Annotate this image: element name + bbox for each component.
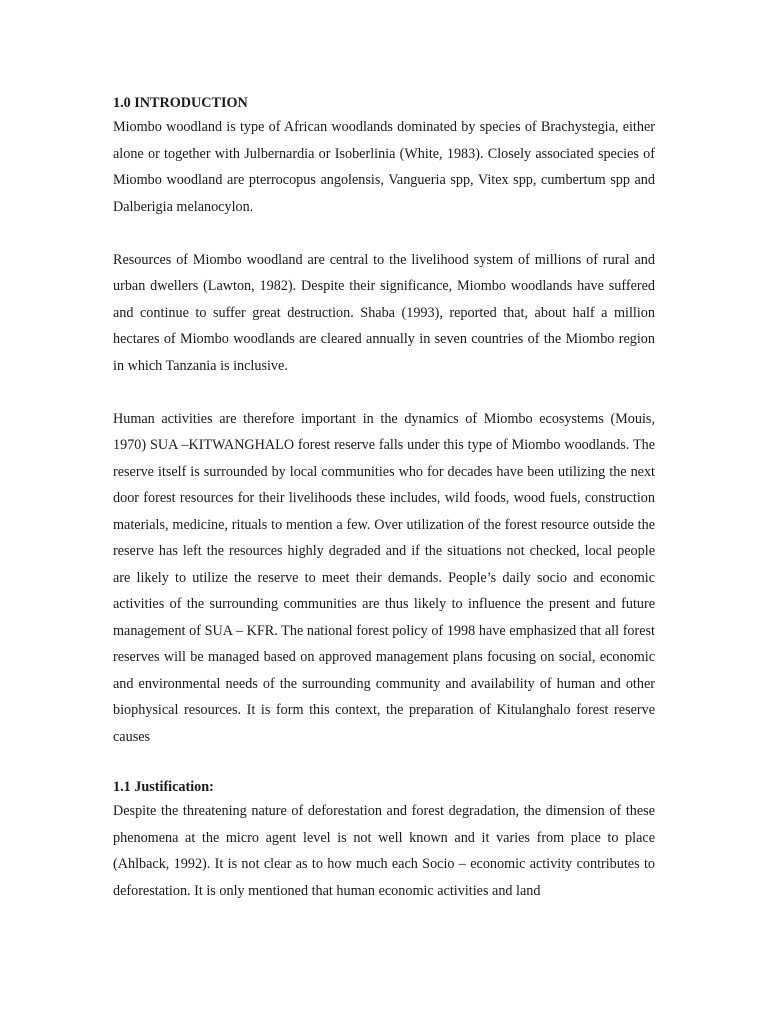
- section-spacer: [113, 750, 655, 776]
- paragraph-spacer: [113, 220, 655, 247]
- justification-paragraph-1: Despite the threatening nature of deforestation and forest degradation, the dimension of these phenomena at the micro agent level is not well known and it varies from place to place (Ahlback, 1992). It is not clear as to how much each Socio – economic activity contributes to deforestation. It is only mentioned that human economic activities and land: [113, 803, 655, 899]
- intro-paragraph-1: Miombo woodland is type of African woodlands dominated by species of Brachystegia, either alone or together with Julbernardia or Isoberlinia (White, 1983). Closely associated species of Miombo woodland are pterrocopus angolensis, Vangueria spp, Vitex spp, cumbertum spp and Dalberigia melanocylon.: [113, 119, 655, 215]
- document-body: [113, 92, 655, 904]
- intro-paragraph-3: Human activities are therefore important in the dynamics of Miombo ecosystems (Mouis, 1970) SUA –KITWANGHALO forest reserve falls under this type of Miombo woodlands. The reserve itself is surrounded by local communities who for decades have been utilizing the next door forest resources for their livelihoods these includes, wild foods, wood fuels, construction materials, medicine, rituals to mention a few. Over utilization of the forest resource outside the reserve has left the resources highly degraded and if the situations not checked, local people are likely to utilize the reserve to meet their demands. People’s daily socio and economic activities of the surrounding communities are thus likely to influence the present and future management of SUA – KFR. The national forest policy of 1998 have emphasized that all forest reserves will be managed based on approved management plans focusing on social, economic and environmental needs of the surrounding community and availability of human and other biophysical resources. It is form this context, the preparation of Kitulanghalo forest reserve causes: [113, 410, 655, 745]
- section-heading-justification: 1.1 Justification:: [113, 779, 214, 795]
- paragraph-spacer: [113, 379, 655, 406]
- intro-paragraph-2: Resources of Miombo woodland are central to the livelihood system of millions of rural and urban dwellers (Lawton, 1982). Despite their significance, Miombo woodlands have suffered and continue to suffer great destruction. Shaba (1993), reported that, about half a million hectares of Miombo woodlands are cleared annually in seven countries of the Miombo region in which Tanzania is inclusive.: [113, 251, 655, 374]
- section-heading-introduction: 1.0 INTRODUCTION: [113, 95, 248, 111]
